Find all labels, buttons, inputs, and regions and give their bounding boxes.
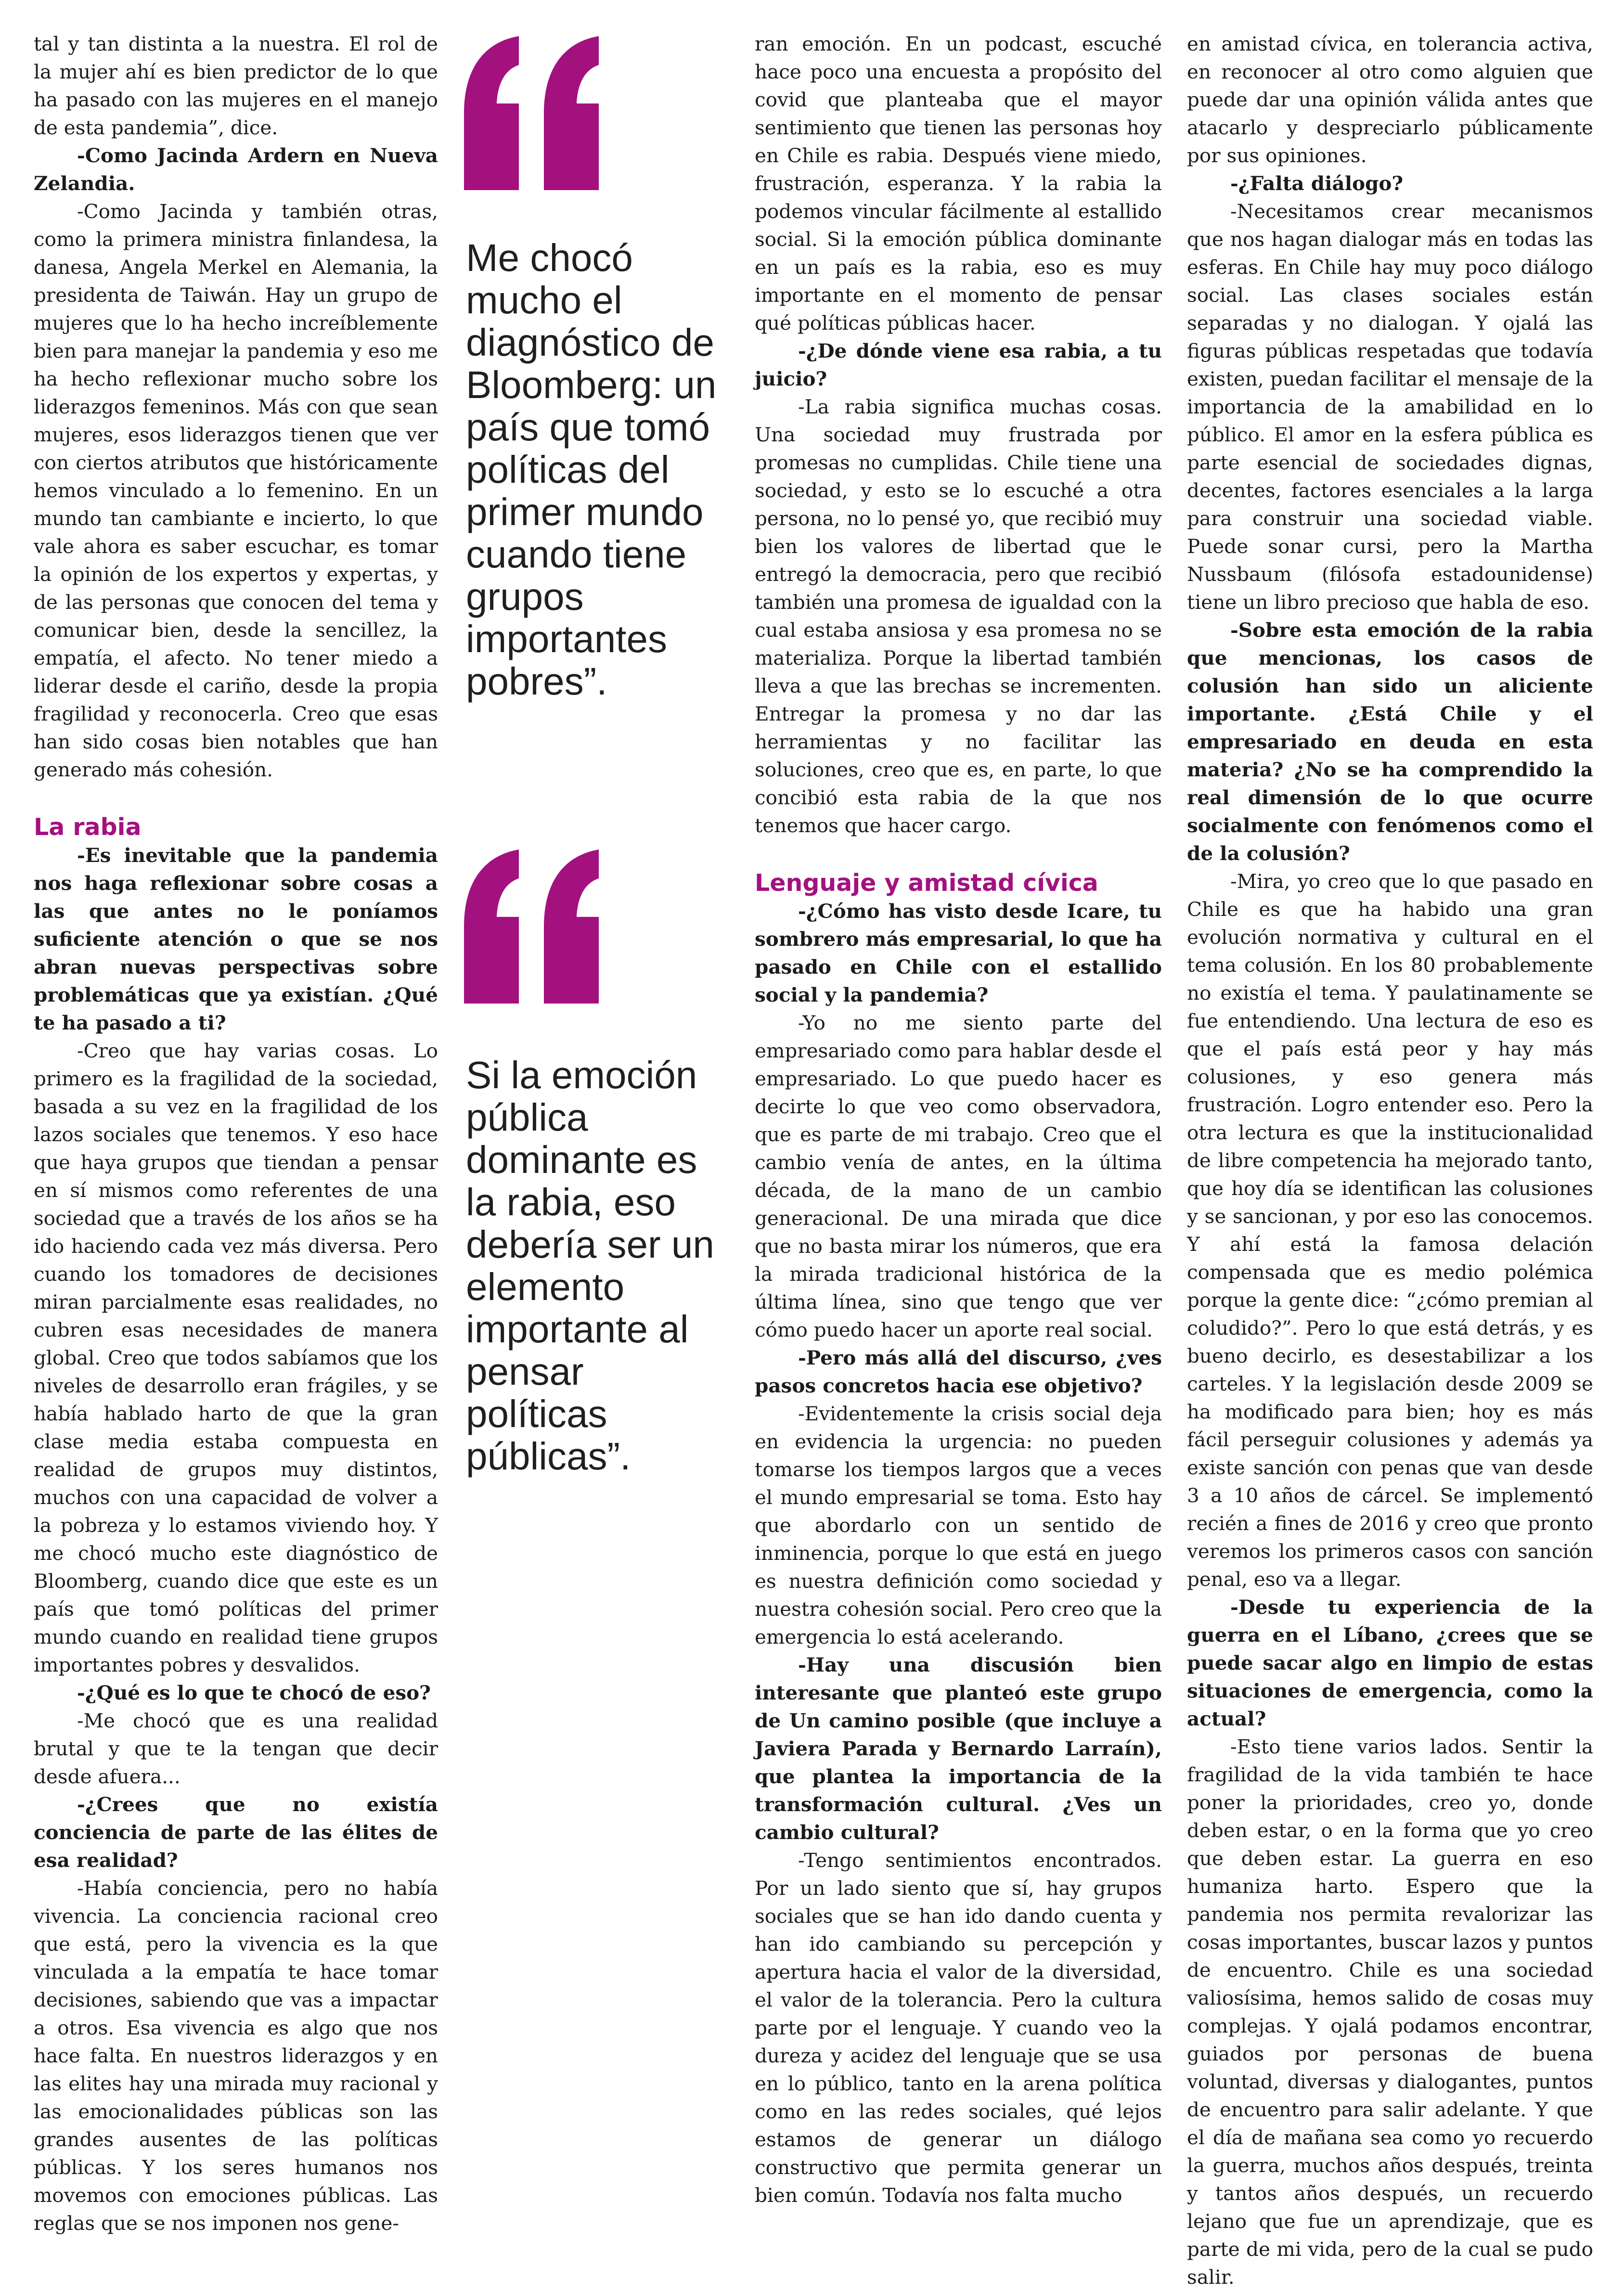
interview-question: -¿Cómo has visto desde Icare, tu sombrero más empresarial, lo que ha pasado en Chile con el estallido social y la pandemia? [755, 900, 1162, 1006]
open-quote-icon [462, 31, 606, 193]
pullquote-2: Si la emoción pública dominante es la rabia, eso debería ser un elemento importante al pensar políticas públicas”. [466, 1054, 714, 1478]
interview-question: -Como Jacinda Ardern en Nueva Zelandia. [34, 144, 438, 195]
body-paragraph: -Tengo sentimientos encontrados. Por un lado siento que sí, hay grupos sociales que se han ido dando cuenta y han ido cambiando su percepción y apertura hacia el valor de la diversidad, el valor de la tolerancia. Pero la cultura parte por el lenguaje. Y cuando veo la dureza y acidez del lenguaje que se usa en lo público, tanto en la arena política como en las redes sociales, qué lejos estamos de generar un diálogo constructivo que permita generar un bien común. Todavía nos falta mucho [755, 1849, 1162, 2207]
body-paragraph: -Evidentemente la crisis social deja en evidencia la urgencia: no pueden tomarse los tiempos largos que a veces el mundo empresarial se toma. Esto hay que abordarlo con un sentido de inminencia, porque lo que está en juego es nuestra definición como sociedad y nuestra cohesión social. Pero creo que la emergencia lo está acelerando. [755, 1402, 1162, 1648]
section-heading: Lenguaje y amistad cívica [755, 869, 1098, 897]
body-paragraph: -Yo no me siento parte del empresariado como para hablar desde el empresariado. Lo que puedo hacer es decirte lo que veo como observadora, que es parte de mi trabajo. Creo que el cambio venía de antes, en la última década, de la mano de un cambio generacional. De una mirada que dice que no basta mirar los números, que era la mirada tradicional histórica de la última línea, sino que tengo que ver cómo puedo hacer un aporte real social. [755, 1011, 1162, 1341]
body-paragraph: -La rabia significa muchas cosas. Una sociedad muy frustrada por promesas no cumplidas. Chile tiene una sociedad, y esto se lo escuché a otra persona, no lo pensé yo, que recibió muy bien los valores de libertad que le entregó la democracia, pero que recibió también una promesa de igualdad con la cual estaba ansiosa y esa promesa no se materializa. Porque la libertad también lleva a que las brechas se incrementen. Entregar la promesa y no dar las herramientas y no facilitar las soluciones, creo que es, en parte, lo que concibió esta rabia de la que nos tenemos que hacer cargo. [755, 395, 1162, 837]
interview-question: -¿Qué es lo que te chocó de eso? [77, 1681, 431, 1704]
interview-question: -Es inevitable que la pandemia nos haga reflexionar sobre cosas a las que antes no le poníamos suficiente atención o que se nos abran nuevas perspectivas sobre problemáticas que ya existían. ¿Qué te ha pasado a ti? [34, 844, 438, 1034]
pullquote-1: Me chocó mucho el diagnóstico de Bloomberg: un país que tomó políticas del primer mundo cuando tiene grupos importantes pobres”. [466, 236, 717, 703]
interview-question: -Sobre esta emoción de la rabia que mencionas, los casos de colusión han sido un aliciente importante. ¿Está Chile y el empresariado en deuda en esta materia? ¿No se ha comprendido la real dimensión de lo que ocurre socialmente con fenómenos como el de la colusión? [1187, 618, 1593, 865]
interview-question: -Pero más allá del discurso, ¿ves pasos concretos hacia ese objetivo? [755, 1346, 1162, 1397]
text-column-2 [755, 30, 1162, 2209]
text-column-1 [34, 30, 438, 2237]
body-paragraph: -Mira, yo creo que lo que pasado en Chile es que ha habido una gran evolución normativa y cultural en el tema colusión. En los 80 probablemente no existía el tema. Y paulatinamente se fue entendiendo. Una lectura de eso es que el país está peor y hay más colusiones, y eso genera más frustración. Logro entender eso. Pero la otra lectura es que la institucionalidad de libre competencia ha mejorado tanto, que hoy día se identifican las colusiones y se sancionan, y por eso las conocemos. Y ahí está la famosa delación compensada que es medio polémica porque la gente dice: “¿cómo premian al coludido?”. Pero lo que está detrás, y es bueno decirlo, es desestabilizar a los carteles. Y la legislación desde 2009 se ha modificado para bien; hoy es más fácil perseguir colusiones y además ya existe sanción con penas que van desde 3 a 10 años de cárcel. Se implementó recién a fines de 2016 y creo que pronto veremos los primeros casos con sanción penal, eso va a llegar. [1187, 870, 1593, 1591]
body-paragraph: -Me chocó que es una realidad brutal y que te la tengan que decir desde afuera... [34, 1709, 438, 1788]
interview-question: -¿De dónde viene esa rabia, a tu juicio? [755, 339, 1162, 390]
body-paragraph: -Había conciencia, pero no había vivencia. La conciencia racional creo que está, pero la vivencia es la que vinculada a la empatía te hace tomar decisiones, sabiendo que vas a impactar a otros. Esa vivencia es algo que nos hace falta. En nuestros liderazgos y en las elites hay una mirada muy racional y las emocionalidades públicas son las grandes ausentes de las políticas públicas. Y los seres humanos nos movemos con emociones públicas. Las reglas que se nos imponen nos gene- [34, 1877, 438, 2235]
body-paragraph: en amistad cívica, en tolerancia activa, en reconocer al otro como alguien que puede dar una opinión válida antes que atacarlo y despreciarlo públicamente por sus opiniones. [1187, 32, 1593, 167]
interview-question: -¿Falta diálogo? [1230, 172, 1404, 195]
text-column-3 [1187, 30, 1593, 2291]
body-paragraph: -Como Jacinda y también otras, como la primera ministra finlandesa, la danesa, Angela Merkel en Alemania, la presidenta de Taiwán. Hay un grupo de mujeres que lo ha hecho increíblemente bien para manejar la pandemia y eso me ha hecho reflexionar mucho sobre los liderazgos femeninos. Más con que sean mujeres, esos liderazgos tienen que ver con ciertos atributos que históricamente hemos vinculado a lo femenino. En un mundo tan cambiante e incierto, lo que vale ahora es saber escuchar, es tomar la opinión de los expertos y expertas, y de las personas que conocen del tema y comunicar bien, desde la sencillez, la empatía, el afecto. No tener miedo a liderar desde el cariño, desde la propia fragilidad y reconocerla. Creo que esas han sido cosas bien notables que han generado más cohesión. [34, 200, 438, 781]
body-paragraph: -Esto tiene varios lados. Sentir la fragilidad de la vida también te hace poner la prioridades, creo yo, donde deben estar, o en la forma que yo creo que deben estar. La guerra en eso humaniza harto. Espero que la pandemia nos permita revalorizar las cosas importantes, buscar lazos y puntos de encuentro. Chile es una sociedad valiosísima, hemos salido de cosas muy complejas. Y ojalá podamos encontrar, guiados por personas de buena voluntad, diversas y dialogantes, puntos de encuentro para salir adelante. Y que el día de mañana sea como yo recuerdo la guerra, muchos años después, treinta y tantos años después, un recuerdo lejano que fue un aprendizaje, que es parte de mi vida, pero de la cual se pudo salir. [1187, 1735, 1593, 2289]
interview-question: -¿Crees que no existía conciencia de parte de las élites de esa realidad? [34, 1793, 438, 1872]
open-quote-icon [462, 845, 606, 1006]
interview-question: -Hay una discusión bien interesante que planteó este grupo de Un camino posible (que incluye a Javiera Parada y Bernardo Larraín), que plantea la importancia de la transformación cultural. ¿Ves un cambio cultural? [755, 1653, 1162, 1844]
body-paragraph: -Creo que hay varias cosas. Lo primero es la fragilidad de la sociedad, basada a su vez en la fragilidad de los lazos sociales que tenemos. Y eso hace que haya grupos que tiendan a pensar en sí mismos como referentes de una sociedad que a través de los años se ha ido haciendo cada vez más diversa. Pero cuando los tomadores de decisiones miran parcialmente esas realidades, no cubren esas necesidades de manera global. Creo que todos sabíamos que los niveles de desarrollo eran frágiles, y se había hablado harto de que la gran clase media estaba compuesta en realidad de grupos muy distintos, muchos con una capacidad de volver a la pobreza y lo estamos viviendo hoy. Y me chocó mucho este diagnóstico de Bloomberg, cuando dice que este es un país que tomó políticas del primer mundo cuando en realidad tiene grupos importantes pobres y desvalidos. [34, 1039, 438, 1676]
interview-question: -Desde tu experiencia de la guerra en el Líbano, ¿crees que se puede sacar algo en limpio de estas situaciones de emergencia, como la actual? [1187, 1596, 1593, 1730]
body-paragraph: tal y tan distinta a la nuestra. El rol de la mujer ahí es bien predictor de lo que ha pasado con las mujeres en el manejo de esta pandemia”, dice. [34, 32, 438, 139]
section-heading: La rabia [34, 813, 142, 841]
body-paragraph: ran emoción. En un podcast, escuché hace poco una encuesta a propósito del covid que planteaba que el mayor sentimiento que tienen las personas hoy en Chile es rabia. Después viene miedo, frustración, esperanza. Y la rabia la podemos vincular fácilmente al estallido social. Si la emoción pública dominante en un país es la rabia, eso es muy importante en el momento de pensar qué políticas públicas hacer. [755, 32, 1162, 335]
body-paragraph: -Necesitamos crear mecanismos que nos hagan dialogar más en todas las esferas. En Chile hay muy poco diálogo social. Las clases sociales están separadas y no dialogan. Y ojalá las figuras públicas respetadas que todavía existen, puedan facilitar el mensaje de la importancia de la amabilidad en lo público. El amor en la esfera pública es parte esencial de sociedades dignas, decentes, factores esenciales a la larga para construir una sociedad viable. Puede sonar cursi, pero la Martha Nussbaum (filósofa estadounidense) tiene un libro precioso que habla de eso. [1187, 200, 1593, 614]
